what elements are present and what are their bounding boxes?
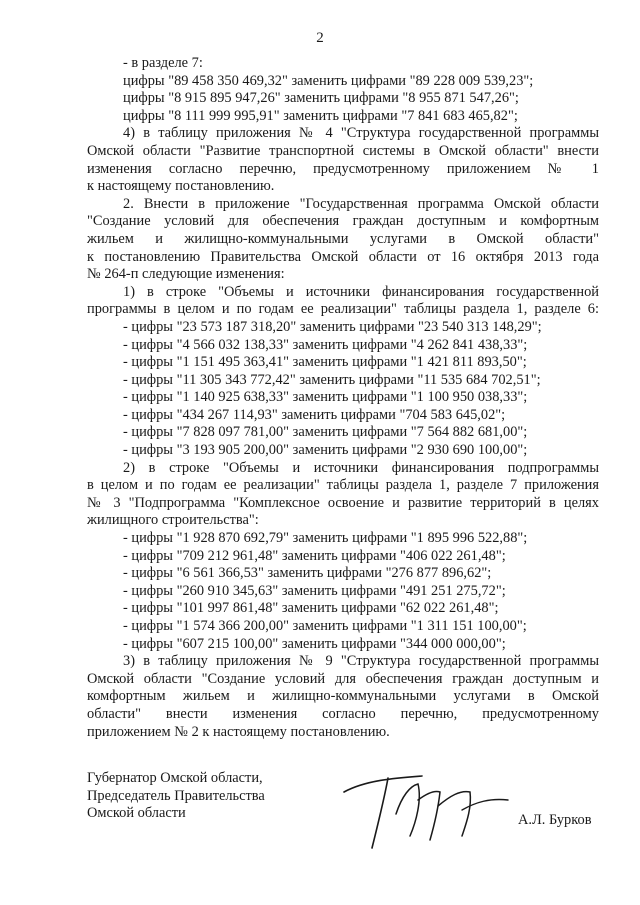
text-line: - цифры "1 574 366 200,00" заменить цифрами "1 311 151 100,00"; [123, 618, 527, 634]
text-line: цифры "8 111 999 995,91" заменить цифрами "7 841 683 465,82"; [123, 107, 518, 124]
text-line: - цифры "4 566 032 138,33" заменить цифрами "4 262 841 438,33"; [123, 336, 528, 353]
text-line: 3) в таблицу приложения № 9 "Структура государственной программы [123, 653, 599, 670]
text-line: - цифры "101 997 861,48" заменить цифрами "62 022 261,48"; [123, 600, 499, 617]
document-body [87, 55, 599, 741]
text-line: жилищного строительства": [87, 512, 259, 529]
signatory-position-line: Председатель Правительства [87, 787, 265, 804]
text-line: - цифры "1 151 495 363,41" заменить цифрами "1 421 811 893,50"; [123, 354, 527, 371]
text-line: - цифры "7 828 097 781,00" заменить цифрами "7 564 882 681,00"; [123, 424, 528, 441]
text-line: "Создание условий для обеспечения граждан доступным и комфортным [87, 213, 599, 230]
text-line: - цифры "709 212 961,48" заменить цифрами "406 022 261,48"; [123, 547, 506, 564]
text-line: к настоящему постановлению. [87, 178, 275, 195]
text-line: жильем и жилищно-коммунальными услугами в Омской области" [87, 230, 599, 247]
text-line: изменения согласно перечню, предусмотренному приложением № 1 [87, 160, 599, 177]
text-line: Омской области "Создание условий для обеспечения граждан доступным и [87, 670, 599, 687]
text-line: - в разделе 7: [123, 55, 203, 71]
signatory-position-line: Омской области [87, 805, 186, 822]
text-line: комфортным жильем и жилищно-коммунальными услугами в Омской [87, 688, 599, 705]
handwritten-signature [326, 770, 516, 850]
text-line: - цифры "23 573 187 318,20" заменить цифрами "23 540 313 148,29"; [123, 318, 542, 335]
text-line: - цифры "607 215 100,00" заменить цифрами "344 000 000,00"; [123, 635, 506, 652]
text-line: № 3 "Подпрограмма "Комплексное освоение и развитие территорий в целях [87, 494, 599, 511]
text-line: 1) в строке "Объемы и источники финансирования государственной [123, 283, 599, 300]
text-line: - цифры "11 305 343 772,42" заменить цифрами "11 535 684 702,51"; [123, 371, 541, 388]
text-line: приложением № 2 к настоящему постановлению. [87, 723, 390, 740]
text-line: - цифры "434 267 114,93" заменить цифрами "704 583 645,02"; [123, 406, 506, 423]
text-line: области" внести изменения согласно перечню, предусмотренному [87, 705, 599, 722]
signatory-name: А.Л. Бурков [518, 812, 592, 828]
text-line: Омской области "Развитие транспортной системы в Омской области" внести [87, 142, 599, 159]
text-line: - цифры "3 193 905 200,00" заменить цифрами "2 930 690 100,00"; [123, 442, 528, 459]
signatory-position-line: Губернатор Омской области, [87, 770, 263, 786]
text-line: 4) в таблицу приложения № 4 "Структура государственной программы [123, 125, 599, 142]
text-line: - цифры "260 910 345,63" заменить цифрами "491 251 275,72"; [123, 582, 506, 599]
page-number: 2 [316, 30, 324, 46]
text-line: - цифры "1 140 925 638,33" заменить цифрами "1 100 950 038,33"; [123, 389, 528, 406]
text-line: цифры "89 458 350 469,32" заменить цифрами "89 228 009 539,23"; [123, 72, 534, 89]
text-line: 2) в строке "Объемы и источники финансирования подпрограммы [123, 459, 599, 476]
signatory-position [87, 770, 265, 823]
text-line: № 264-п следующие изменения: [87, 266, 285, 283]
text-line: - цифры "6 561 366,53" заменить цифрами "276 877 896,62"; [123, 565, 492, 582]
text-line: цифры "8 915 895 947,26" заменить цифрами "8 955 871 547,26"; [123, 90, 519, 107]
text-line: программы в целом и по годам ее реализации" таблицы раздела 1, разделе 6: [87, 301, 599, 318]
text-line: в целом и по годам ее реализации" таблицы раздела 1, разделе 7 приложения [87, 477, 599, 494]
text-line: к постановлению Правительства Омской области от 16 октября 2013 года [87, 248, 599, 265]
text-line: 2. Внести в приложение "Государственная программа Омской области [123, 195, 599, 212]
text-line: - цифры "1 928 870 692,79" заменить цифрами "1 895 996 522,88"; [123, 530, 528, 547]
